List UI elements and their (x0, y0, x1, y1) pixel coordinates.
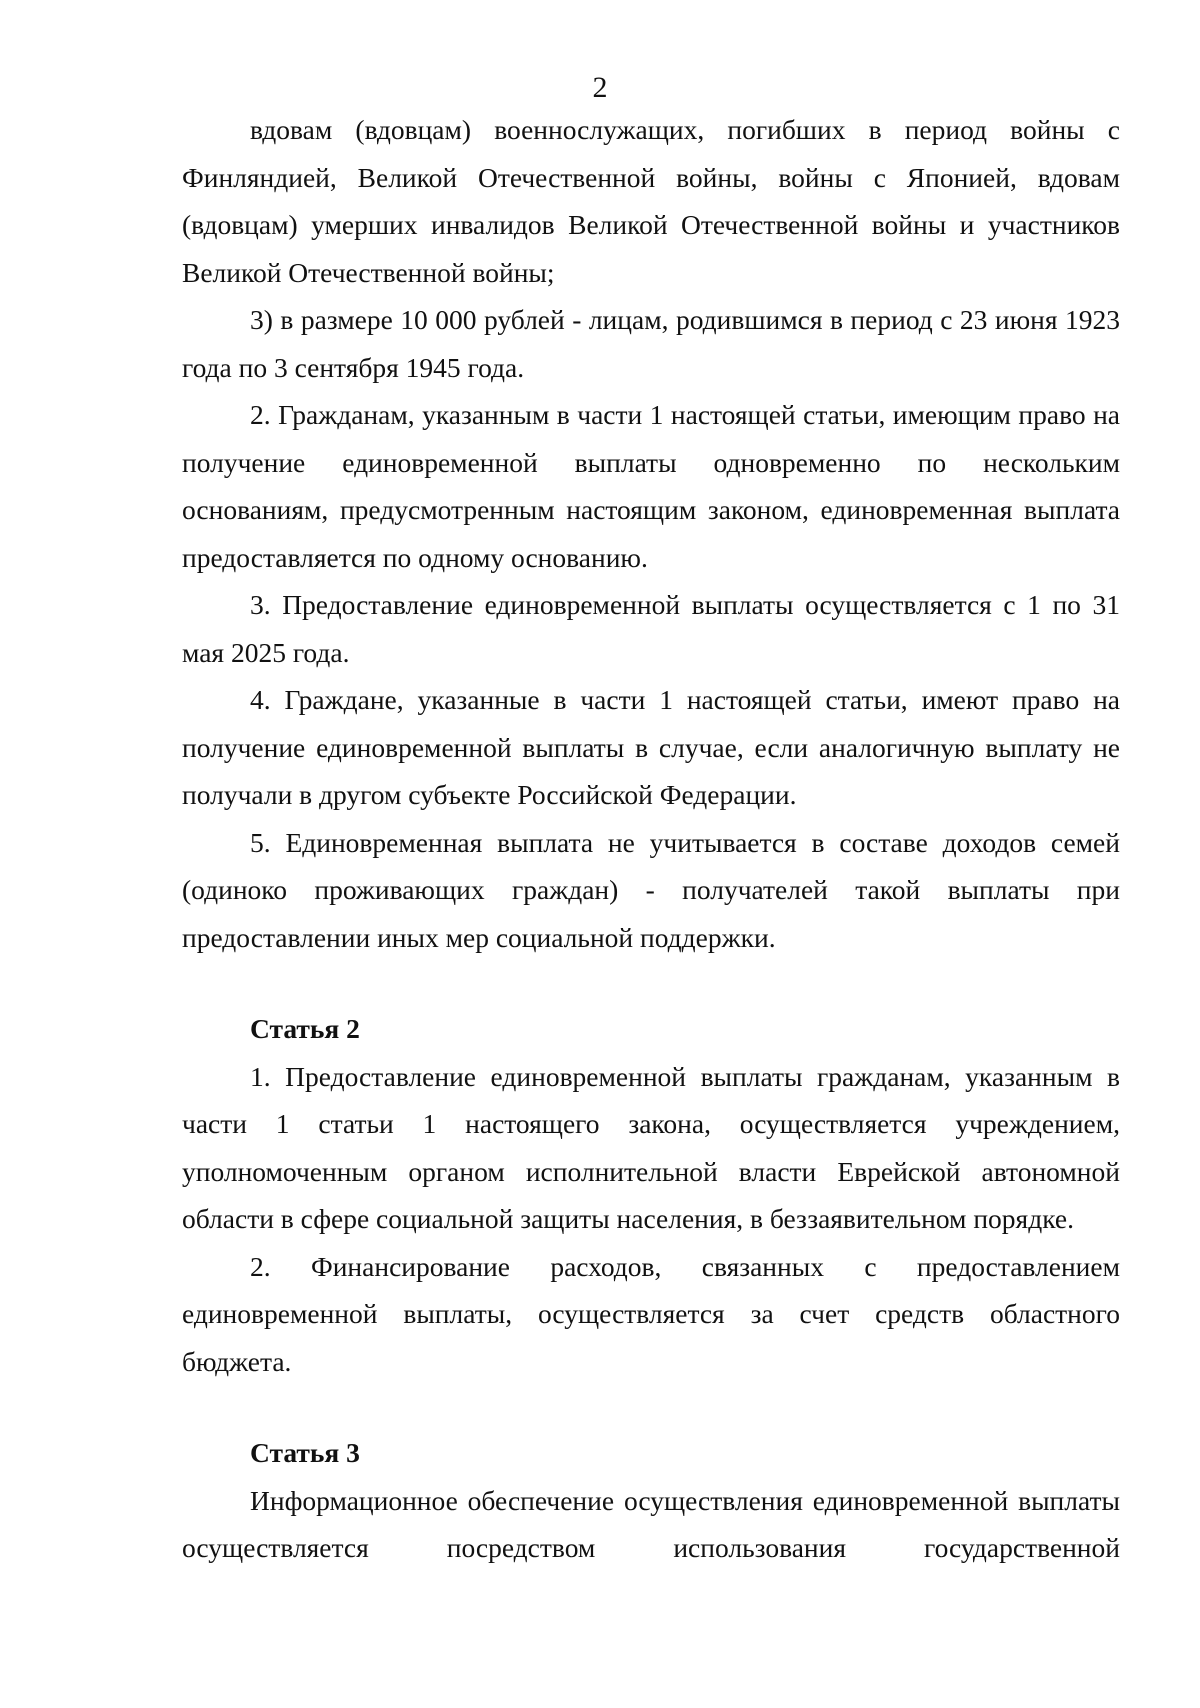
article-3-heading: Статья 3 (250, 1437, 360, 1468)
article-2-paragraph-1: 1. Предоставление единовременной выплаты гражданам, указанным в части 1 статьи 1 настоящего закона, осуществляется учреждением, уполномоченным органом исполнительной власти Еврейской автономной области в сфере социальной защиты населения, в беззаявительном порядке. (182, 1060, 1120, 1234)
paragraph-part-4: 4. Граждане, указанные в части 1 настоящей статьи, имеют право на получение единовременной выплаты в случае, если аналогичную выплату не получали в другом субъекте Российской Федерации. (182, 684, 1120, 810)
article-3-paragraph-1: Информационное обеспечение осуществления единовременной выплаты осуществляется посредством использования государственной (182, 1484, 1120, 1563)
paragraph-part-5: 5. Единовременная выплата не учитывается в составе доходов семей (одиноко проживающих граждан) - получателей такой выплаты при предоставлении иных мер социальной поддержки. (182, 826, 1120, 953)
page-number: 2 (592, 71, 608, 104)
paragraph-widows (182, 106, 1120, 296)
document-body (182, 106, 1120, 1572)
paragraph-widows-text: вдовам (вдовцам) военнослужащих, погибших в период войны с Финляндией, Великой Отечественной войны, войны с Японией, вдовам (вдовцам) умерших инвалидов Великой Отечественной войны и участников Великой Отечественной войны; (182, 114, 1120, 288)
paragraph-item-3: 3) в размере 10 000 рублей - лицам, родившимся в период с 23 июня 1923 года по 3 сентября 1945 года. (182, 304, 1120, 383)
paragraph-part-2: 2. Гражданам, указанным в части 1 настоящей статьи, имеющим право на получение единовременной выплаты одновременно по нескольким основаниям, предусмотренным настоящим законом, единовременная выплата предоставляется по одному основанию. (182, 399, 1120, 573)
article-2-heading: Статья 2 (250, 1013, 360, 1044)
article-2-paragraph-2: 2. Финансирование расходов, связанных с предоставлением единовременной выплаты, осуществляется за счет средств областного бюджета. (182, 1250, 1120, 1377)
paragraph-part-3: 3. Предоставление единовременной выплаты осуществляется с 1 по 31 мая 2025 года. (182, 589, 1120, 668)
